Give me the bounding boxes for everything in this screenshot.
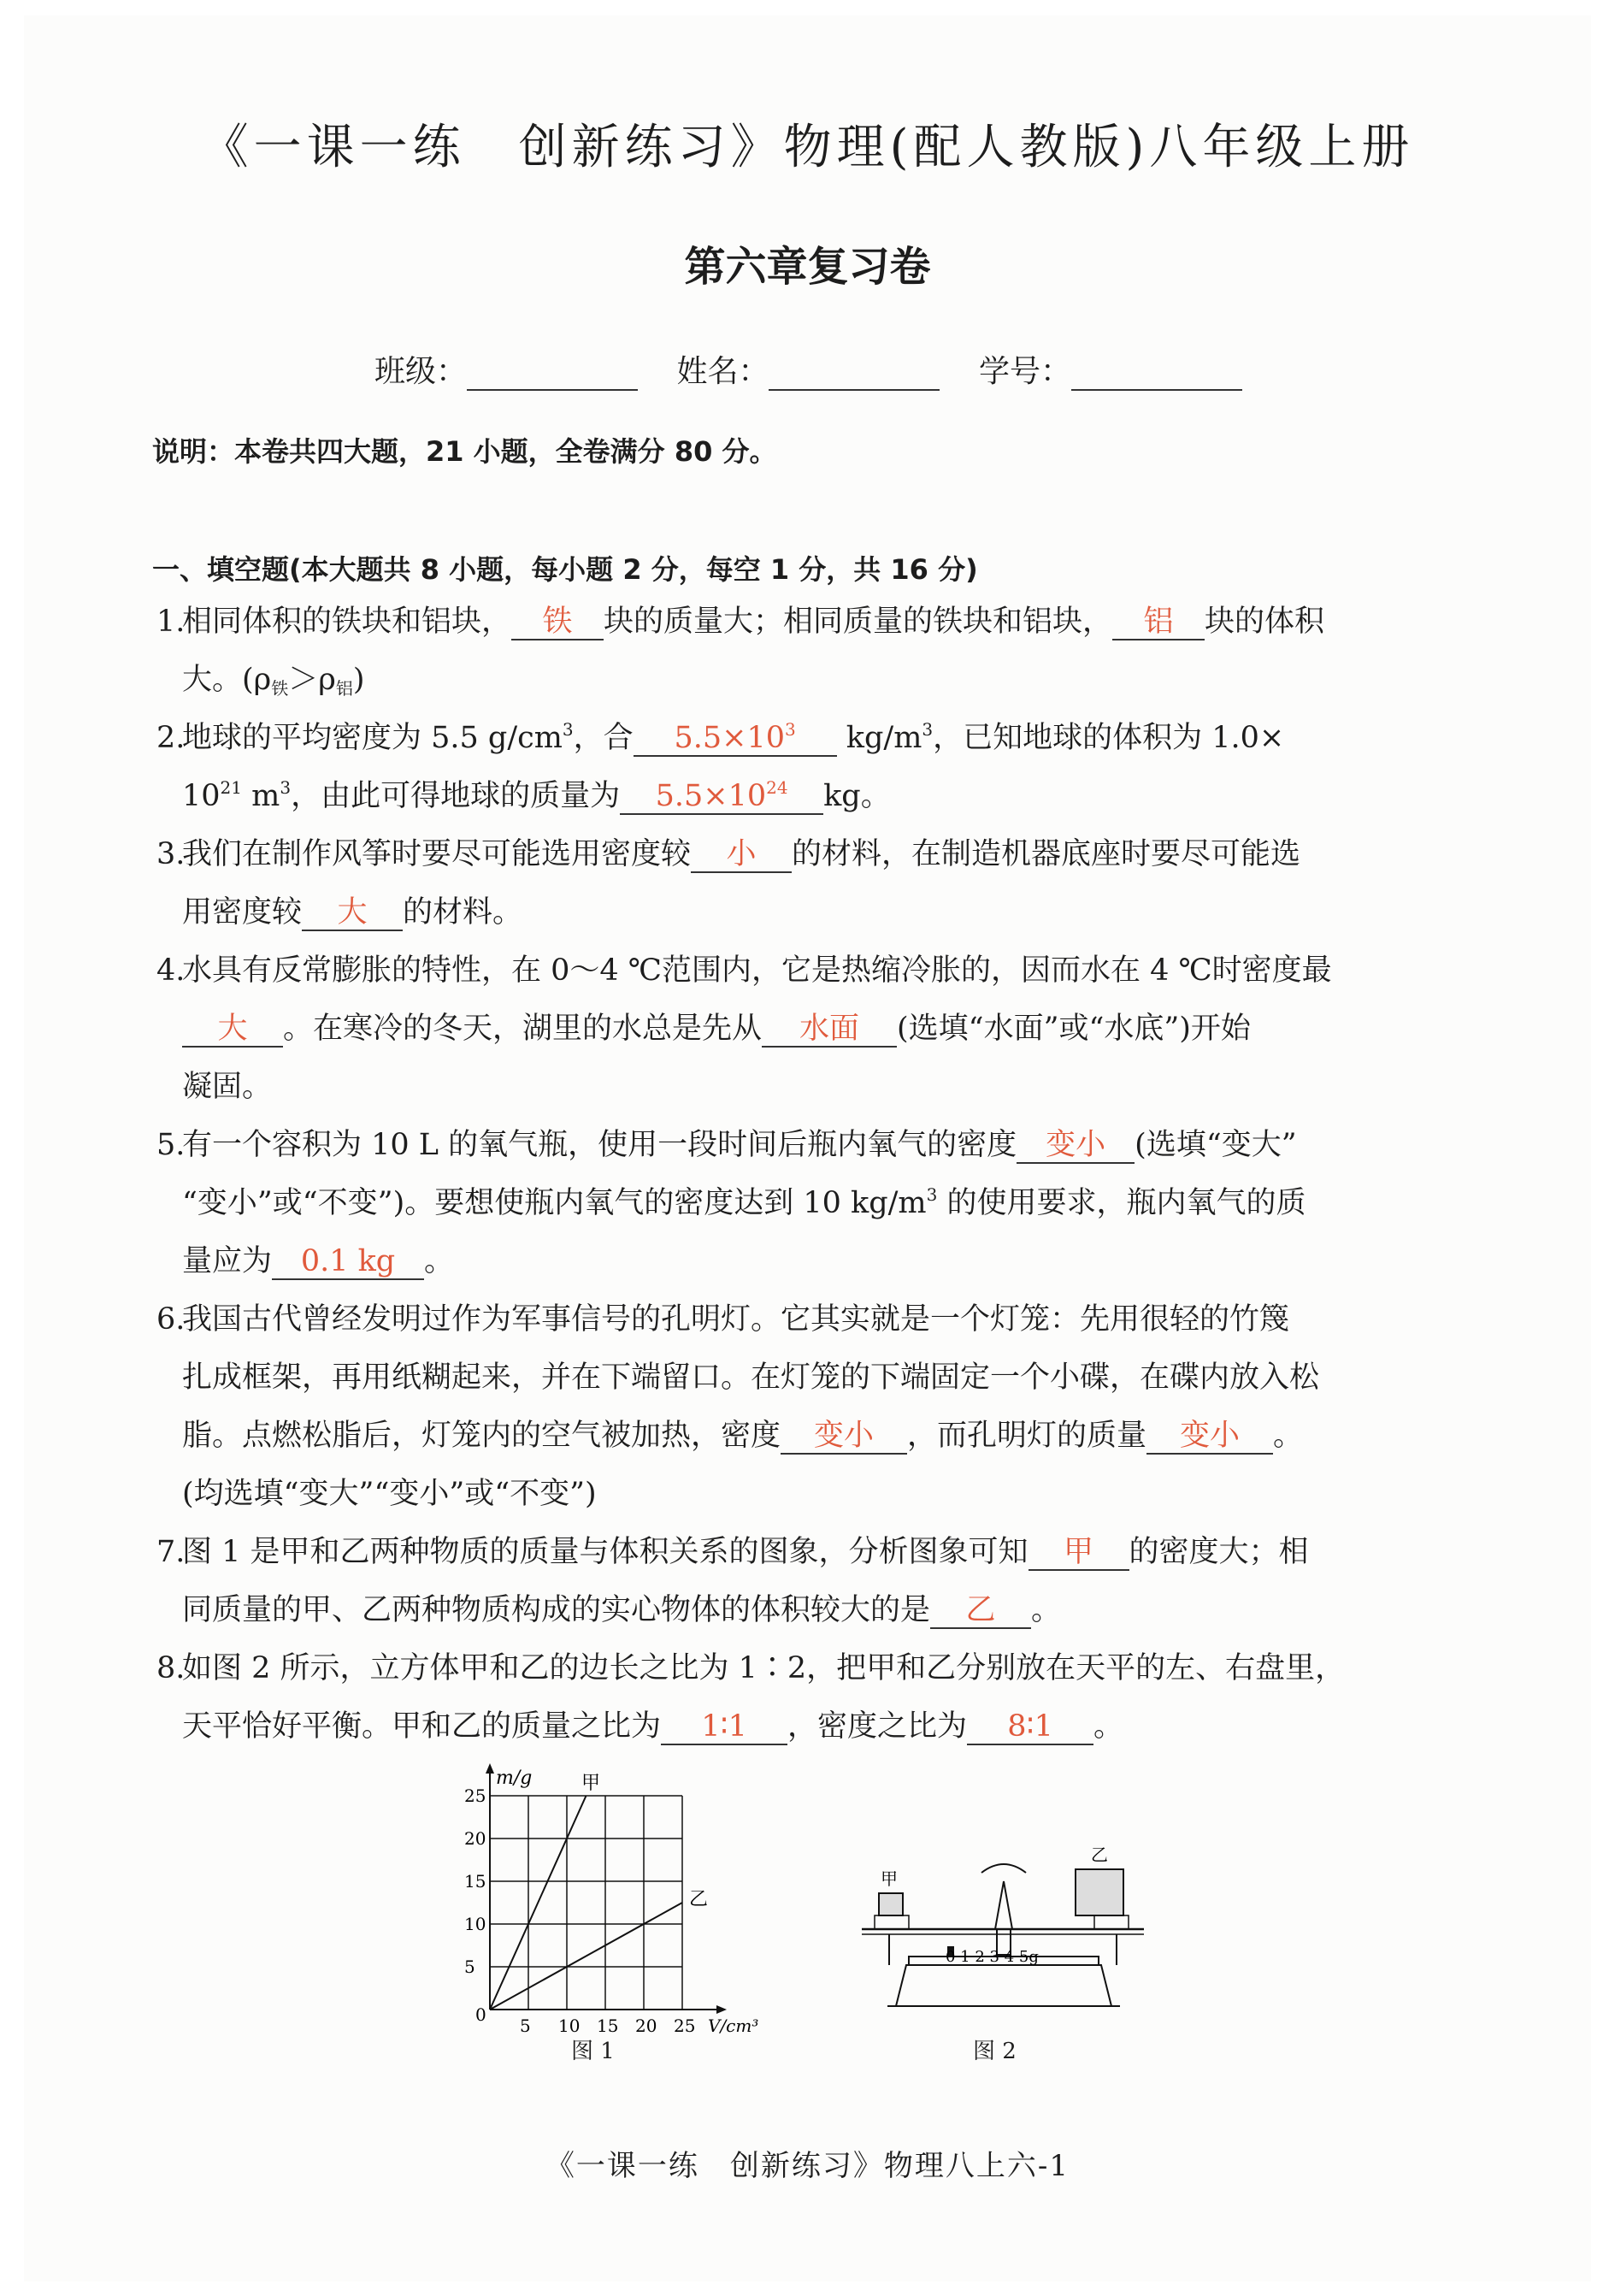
answer-blank[interactable]: 变小 xyxy=(781,1419,907,1455)
question-6: 6. 我国古代曾经发明过作为军事信号的孔明灯。它其实就是一个灯笼：先用很轻的竹篾 扎成框架，再用纸糊起来，并在下端留口。在灯笼的下端固定一个小碟，在碟内放入松 脂。点燃松脂后，灯笼内的空气被加热，密度 变小 ，而孔明灯的质量 变小 。 (均选填“变大”“变小”或“不变”) xyxy=(182,1290,1482,1523)
answer-blank[interactable]: 铝 xyxy=(1112,605,1205,640)
question-number: 3. xyxy=(156,837,186,871)
x-axis-label: V/cm³ xyxy=(708,2016,759,2036)
question-2: 2. 地球的平均密度为 5.5 $g/cm^3$，合 $5.5\times 10^3$ $kg/m^3$，已知地球的体积为 1.0× $10^{21}$ $m^3$，由此可得地球的质量为 $5.5\times 10^{24}$ kg。 xyxy=(182,709,1482,825)
figure-2-caption: 图 2 xyxy=(973,2039,1017,2064)
answer-blank[interactable]: 变小 xyxy=(1146,1419,1273,1455)
class-label: 班级： xyxy=(374,354,468,389)
y-tick-label: 5 xyxy=(464,1957,475,1977)
x-axis-arrow xyxy=(716,2005,727,2014)
balance-dial xyxy=(981,1864,1026,1873)
figure-2-balance xyxy=(845,1837,1161,2033)
y-tick-label: 10 xyxy=(464,1914,486,1934)
x-tick-label: 15 xyxy=(597,2016,619,2036)
chart-grid xyxy=(490,1796,682,2010)
y-axis-arrow xyxy=(486,1763,494,1774)
series-line-jia xyxy=(490,1796,586,2010)
id-label: 学号： xyxy=(978,354,1071,389)
answer-blank[interactable]: 8∶1 xyxy=(967,1709,1093,1745)
balance-pointer xyxy=(995,1881,1012,1929)
y-tick-label: 15 xyxy=(464,1871,486,1892)
class-field xyxy=(374,347,638,391)
y-axis-label: m/g xyxy=(496,1768,533,1789)
figure-1-caption: 图 1 xyxy=(571,2039,615,2064)
cube-yi xyxy=(1076,1869,1123,1915)
answer-blank[interactable]: $5.5\times 10^{24}$ xyxy=(620,779,823,815)
question-8: 8. 如图 2 所示，立方体甲和乙的边长之比为 1∶2，把甲和乙分别放在天平的左、右盘里， 天平恰好平衡。甲和乙的质量之比为 1∶1 ，密度之比为 8∶1 。 xyxy=(182,1639,1482,1756)
x-tick-label: 20 xyxy=(635,2016,657,2036)
class-blank[interactable] xyxy=(467,357,638,391)
answer-blank[interactable]: 大 xyxy=(182,1012,283,1048)
answer-blank[interactable]: 小 xyxy=(691,837,792,873)
balance-illustration xyxy=(862,1864,1144,2006)
id-blank[interactable] xyxy=(1071,357,1242,391)
question-5: 5. 有一个容积为 10 L 的氧气瓶，使用一段时间后瓶内氧气的密度 变小 (选填“变大” “变小”或“不变”)。要想使瓶内氧气的密度达到 10 $kg/m^3$ 的使用要求，瓶内氧气的质 量应为 0.1 kg 。 xyxy=(182,1116,1482,1290)
name-blank[interactable] xyxy=(769,357,940,391)
answer-blank[interactable]: 铁 xyxy=(511,605,604,640)
question-number: 2. xyxy=(156,721,186,755)
id-field xyxy=(979,347,1242,391)
question-7: 7. 图 1 是甲和乙两种物质的质量与体积关系的图象，分析图象可知 甲 的密度大；相 同质量的甲、乙两种物质构成的实心物体的体积较大的是 乙 。 xyxy=(182,1523,1482,1639)
question-3: 3. 我们在制作风筝时要尽可能选用密度较 小 的材料，在制造机器底座时要尽可能选 用密度较 大 的材料。 xyxy=(182,825,1482,941)
balance-base xyxy=(896,1965,1111,2006)
answer-blank[interactable]: 1∶1 xyxy=(661,1709,787,1745)
question-4: 4. 水具有反常膨胀的特性，在 0～4 ℃范围内，它是热缩冷胀的，因而水在 4 ℃时密度最 大 。在寒冷的冬天，湖里的水总是先从 水面 (选填“水面”或“水底”)开始 凝固。 xyxy=(182,941,1482,1116)
left-pan xyxy=(875,1915,909,1929)
series-label-yi: 乙 xyxy=(689,1889,709,1910)
answer-blank[interactable]: $5.5\times 10^3$ xyxy=(634,721,837,757)
answer-blank[interactable]: 大 xyxy=(302,895,403,931)
label-yi: 乙 xyxy=(1091,1844,1108,1865)
x-tick-label: 10 xyxy=(558,2016,581,2036)
answer-blank[interactable]: 甲 xyxy=(1029,1535,1129,1571)
question-number: 5. xyxy=(156,1128,186,1162)
right-pan xyxy=(1094,1915,1129,1929)
question-number: 4. xyxy=(156,953,186,988)
scale-label: 0 1 2 3 4 5g xyxy=(946,1948,1039,1966)
question-number: 7. xyxy=(156,1535,186,1569)
origin-label: 0 xyxy=(475,2004,486,2025)
book-title: 《一课一练 创新练习》物理(配人教版)八年级上册 xyxy=(200,120,1415,175)
student-info-row xyxy=(374,347,1271,391)
name-label: 姓名： xyxy=(676,354,769,389)
question-number: 8. xyxy=(156,1651,186,1685)
instructions: 说明：本卷共四大题，21 小题，全卷满分 80 分。 xyxy=(152,435,777,468)
series-label-jia: 甲 xyxy=(581,1773,601,1794)
figure-1-chart xyxy=(426,1760,785,2051)
chapter-title: 第六章复习卷 xyxy=(684,243,931,291)
footer: 《一课一练 创新练习》物理八上六-1 xyxy=(545,2149,1070,2183)
cube-jia xyxy=(879,1893,903,1915)
question-number: 6. xyxy=(156,1302,186,1337)
y-tick-label: 20 xyxy=(464,1828,486,1849)
series-line-yi xyxy=(490,1903,682,2010)
answer-blank[interactable]: 变小 xyxy=(1017,1128,1135,1164)
answer-blank[interactable]: 乙 xyxy=(930,1593,1031,1629)
answer-blank[interactable]: 0.1 kg xyxy=(272,1244,424,1280)
x-tick-label: 5 xyxy=(520,2016,531,2036)
y-tick-label: 25 xyxy=(464,1785,486,1806)
name-field xyxy=(676,347,940,391)
section-title: 一、填空题(本大题共 8 小题，每小题 2 分，每空 1 分，共 16 分) xyxy=(152,553,978,586)
page xyxy=(24,15,1591,2281)
question-number: 1. xyxy=(156,605,186,639)
question-1: 1. 相同体积的铁块和铝块， 铁 块的质量大；相同质量的铁块和铝块， 铝 块的体积 大。$(\rho_铁>\rho_铝)$ xyxy=(182,593,1482,709)
x-tick-label: 25 xyxy=(674,2016,696,2036)
label-jia: 甲 xyxy=(881,1868,898,1889)
answer-blank[interactable]: 水面 xyxy=(762,1012,897,1048)
